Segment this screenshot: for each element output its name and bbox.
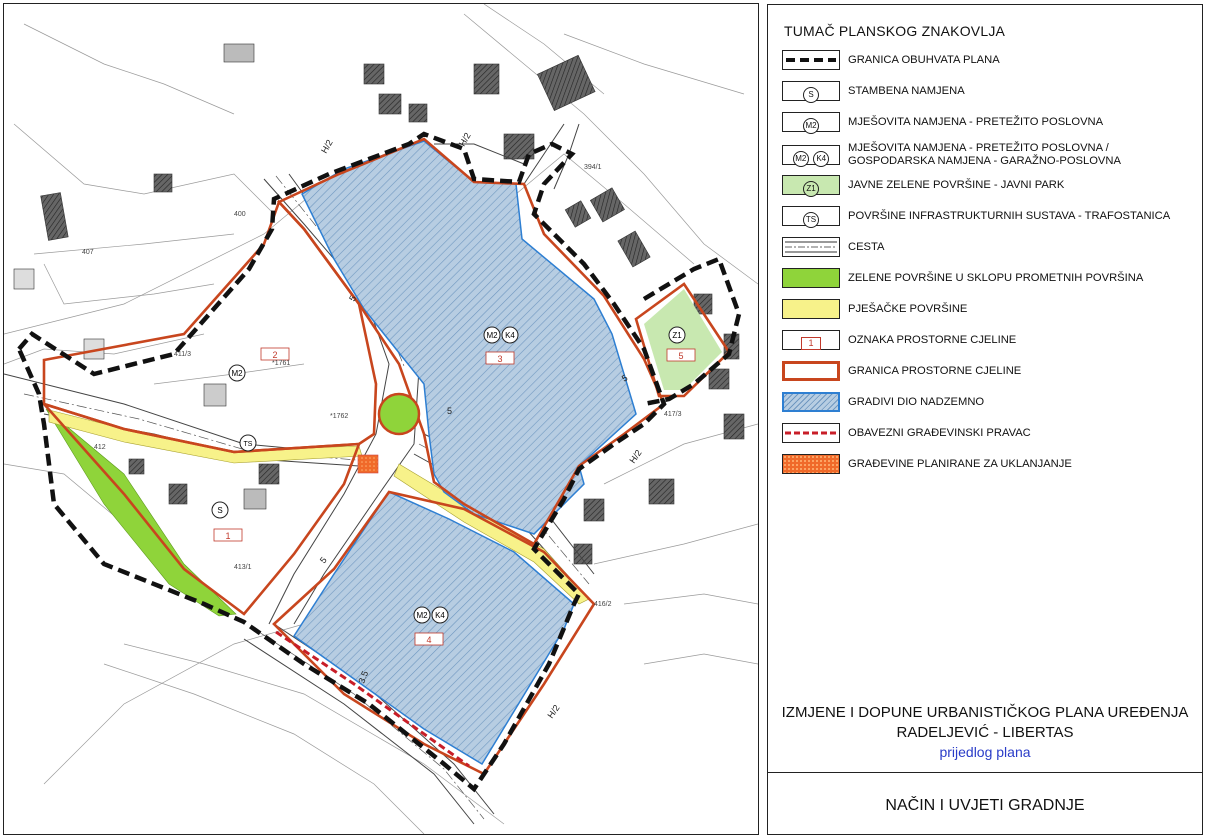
parcel-label: 407 bbox=[82, 249, 94, 256]
plan-map bbox=[3, 3, 759, 835]
parcel-label: 394/1 bbox=[584, 164, 602, 171]
legend-label: JAVNE ZELENE POVRŠINE - JAVNI PARK bbox=[848, 179, 1065, 191]
legend-row-residential bbox=[782, 81, 1200, 105]
legend-label: OBAVEZNI GRAĐEVINSKI PRAVAC bbox=[848, 427, 1031, 439]
mixed-use-symbol bbox=[782, 112, 840, 132]
legend-title: TUMAČ PLANSKOG ZNAKOVLJA bbox=[784, 23, 1006, 39]
zone-number-5: 5 bbox=[678, 351, 684, 361]
residential-symbol bbox=[782, 81, 840, 101]
building-line-symbol bbox=[782, 423, 840, 443]
legend-row-zone-boundary bbox=[782, 361, 1200, 385]
road-label: 5 bbox=[347, 293, 359, 303]
legend-label: MJEŠOVITA NAMJENA - PRETEŽITO POSLOVNA bbox=[848, 116, 1104, 128]
zone-number-4: 4 bbox=[426, 635, 432, 645]
parcel-label: 417/3 bbox=[664, 411, 682, 418]
svg-text:M2: M2 bbox=[486, 331, 498, 340]
parcel-label: 416/2 bbox=[594, 601, 612, 608]
legend-label: STAMBENA NAMJENA bbox=[848, 85, 965, 97]
legend-row-plan-boundary bbox=[782, 50, 1200, 74]
road-symbol bbox=[782, 237, 840, 257]
legend-label: GRAĐEVINE PLANIRANE ZA UKLANJANJE bbox=[848, 458, 1072, 470]
road-label: H/2 bbox=[545, 702, 562, 721]
road-label: 3.5 bbox=[356, 669, 371, 685]
code-circle: M2 bbox=[803, 118, 819, 134]
pedestrian-symbol bbox=[782, 299, 840, 319]
svg-text:K4: K4 bbox=[505, 331, 515, 340]
removal-block bbox=[358, 455, 378, 473]
ts-label: TS bbox=[243, 441, 253, 448]
plan-boundary-symbol bbox=[782, 50, 840, 70]
road-label: H/2 bbox=[627, 447, 644, 466]
buildable-zone-3 bbox=[302, 141, 636, 534]
zone-tag: 1 bbox=[801, 337, 820, 350]
parcel-label: 413/1 bbox=[234, 564, 252, 571]
removal-symbol bbox=[782, 454, 840, 474]
legend-label: POVRŠINE INFRASTRUKTURNIH SUSTAVA - TRAFOSTANICA bbox=[848, 210, 1171, 222]
roundabout bbox=[379, 394, 419, 434]
parcel-label: *1762 bbox=[330, 413, 349, 420]
road-label: 5 bbox=[620, 372, 630, 384]
legend-row-pedestrian bbox=[782, 299, 1200, 323]
svg-text:M2: M2 bbox=[416, 611, 428, 620]
svg-text:S: S bbox=[217, 506, 223, 515]
parcel-label: 411/3 bbox=[174, 351, 191, 358]
legend-label: OZNAKA PROSTORNE CJELINE bbox=[848, 334, 1017, 346]
parcel-label: 400 bbox=[234, 211, 246, 218]
zone-number-2: 2 bbox=[272, 350, 278, 360]
traffic-green-symbol bbox=[782, 268, 840, 288]
code-circle: M2 bbox=[793, 151, 809, 167]
zone-boundary-symbol bbox=[782, 361, 840, 381]
parcel-label: 412 bbox=[94, 444, 106, 451]
legend-row-park bbox=[782, 175, 1200, 199]
legend-row-zone-tag bbox=[782, 330, 1200, 354]
svg-text:K4: K4 bbox=[435, 611, 445, 620]
legend-panel bbox=[767, 4, 1203, 835]
svg-text:Z1: Z1 bbox=[672, 331, 682, 340]
legend-label: CESTA bbox=[848, 241, 885, 253]
map-drawing bbox=[4, 4, 758, 834]
legend-row-road bbox=[782, 237, 1200, 261]
legend-row-ts bbox=[782, 206, 1200, 230]
code-circle: Z1 bbox=[803, 181, 819, 197]
road-label: H/2 bbox=[319, 137, 335, 155]
title-separator bbox=[768, 772, 1202, 773]
zone-number-1: 1 bbox=[225, 531, 231, 541]
legend-label: ZELENE POVRŠINE U SKLOPU PROMETNIH POVRŠINA bbox=[848, 272, 1144, 284]
sheet-title: NAČIN I UVJETI GRADNJE bbox=[885, 797, 1085, 814]
legend-row-buildable bbox=[782, 392, 1200, 416]
legend-row-mixed bbox=[782, 112, 1200, 136]
legend-label-line2: GOSPODARSKA NAMJENA - GARAŽNO-POSLOVNA bbox=[848, 155, 1121, 167]
road-label: 5 bbox=[317, 555, 329, 566]
zone-tag-symbol bbox=[782, 330, 840, 350]
buildable-symbol bbox=[782, 392, 840, 412]
mixed-garage-symbol bbox=[782, 145, 840, 165]
zone-number-3: 3 bbox=[497, 354, 503, 364]
title-block bbox=[768, 703, 1202, 761]
legend-row-removal bbox=[782, 454, 1200, 478]
plan-status: prijedlog plana bbox=[939, 744, 1031, 760]
legend-row-mixed-garage bbox=[782, 142, 1200, 169]
ts-symbol bbox=[782, 206, 840, 226]
legend-label: PJEŠAČKE POVRŠINE bbox=[848, 303, 968, 315]
legend-label-line1: MJEŠOVITA NAMJENA - PRETEŽITO POSLOVNA / bbox=[848, 142, 1109, 154]
legend-row-building-line bbox=[782, 423, 1200, 447]
legend-label: GRADIVI DIO NADZEMNO bbox=[848, 396, 985, 408]
legend-row-traffic-green bbox=[782, 268, 1200, 292]
code-circle: S bbox=[803, 87, 819, 103]
park-symbol bbox=[782, 175, 840, 195]
road-label: H/2 bbox=[457, 130, 473, 148]
ts-marker bbox=[240, 435, 256, 451]
plan-title-line2: RADELJEVIĆ - LIBERTAS bbox=[896, 724, 1074, 741]
road-label: 5 bbox=[447, 406, 453, 416]
legend-label bbox=[848, 142, 1121, 168]
legend-label: GRANICA OBUHVATA PLANA bbox=[848, 54, 1000, 66]
code-circle: K4 bbox=[813, 151, 829, 167]
svg-text:M2: M2 bbox=[231, 369, 243, 378]
plan-title-line1: IZMJENE I DOPUNE URBANISTIČKOG PLANA UREĐENJA bbox=[781, 704, 1189, 721]
parcel-label: *1761 bbox=[272, 360, 291, 367]
legend-label: GRANICA PROSTORNE CJELINE bbox=[848, 365, 1022, 377]
code-circle: TS bbox=[803, 212, 819, 228]
